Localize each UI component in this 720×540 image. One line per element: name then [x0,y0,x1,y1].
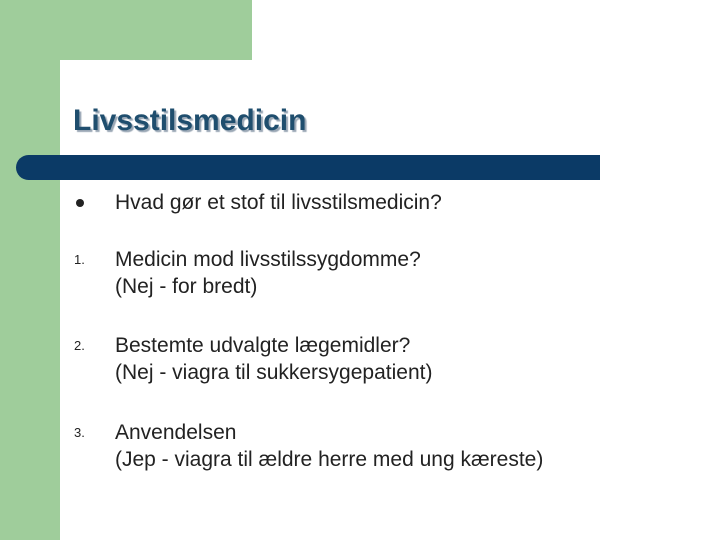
bullet-dot-icon [76,199,84,207]
title-underline-bar [16,155,600,180]
item-number: 3. [74,425,85,440]
item-subtext: (Nej - for bredt) [115,275,258,298]
item-text: Bestemte udvalgte lægemidler? [115,334,411,357]
item-subtext: (Nej - viagra til sukkersygepatient) [115,361,433,384]
item-text: Medicin mod livsstilssygdomme? [115,248,421,271]
bullet-item [74,189,694,216]
item-text: Anvendelsen [115,421,237,444]
bullet-text: Hvad gør et stof til livsstilsmedicin? [115,191,442,214]
green-top-decoration [0,0,252,60]
item-subtext: (Jep - viagra til ældre herre med ung kæreste) [115,448,544,471]
numbered-item-2 [74,332,694,386]
numbered-item-3 [74,419,694,473]
green-sidebar-decoration [0,0,60,540]
slide-title: Livsstilsmedicin [73,104,307,137]
item-number: 2. [74,338,85,353]
numbered-item-1 [74,246,694,300]
item-number: 1. [74,252,85,267]
